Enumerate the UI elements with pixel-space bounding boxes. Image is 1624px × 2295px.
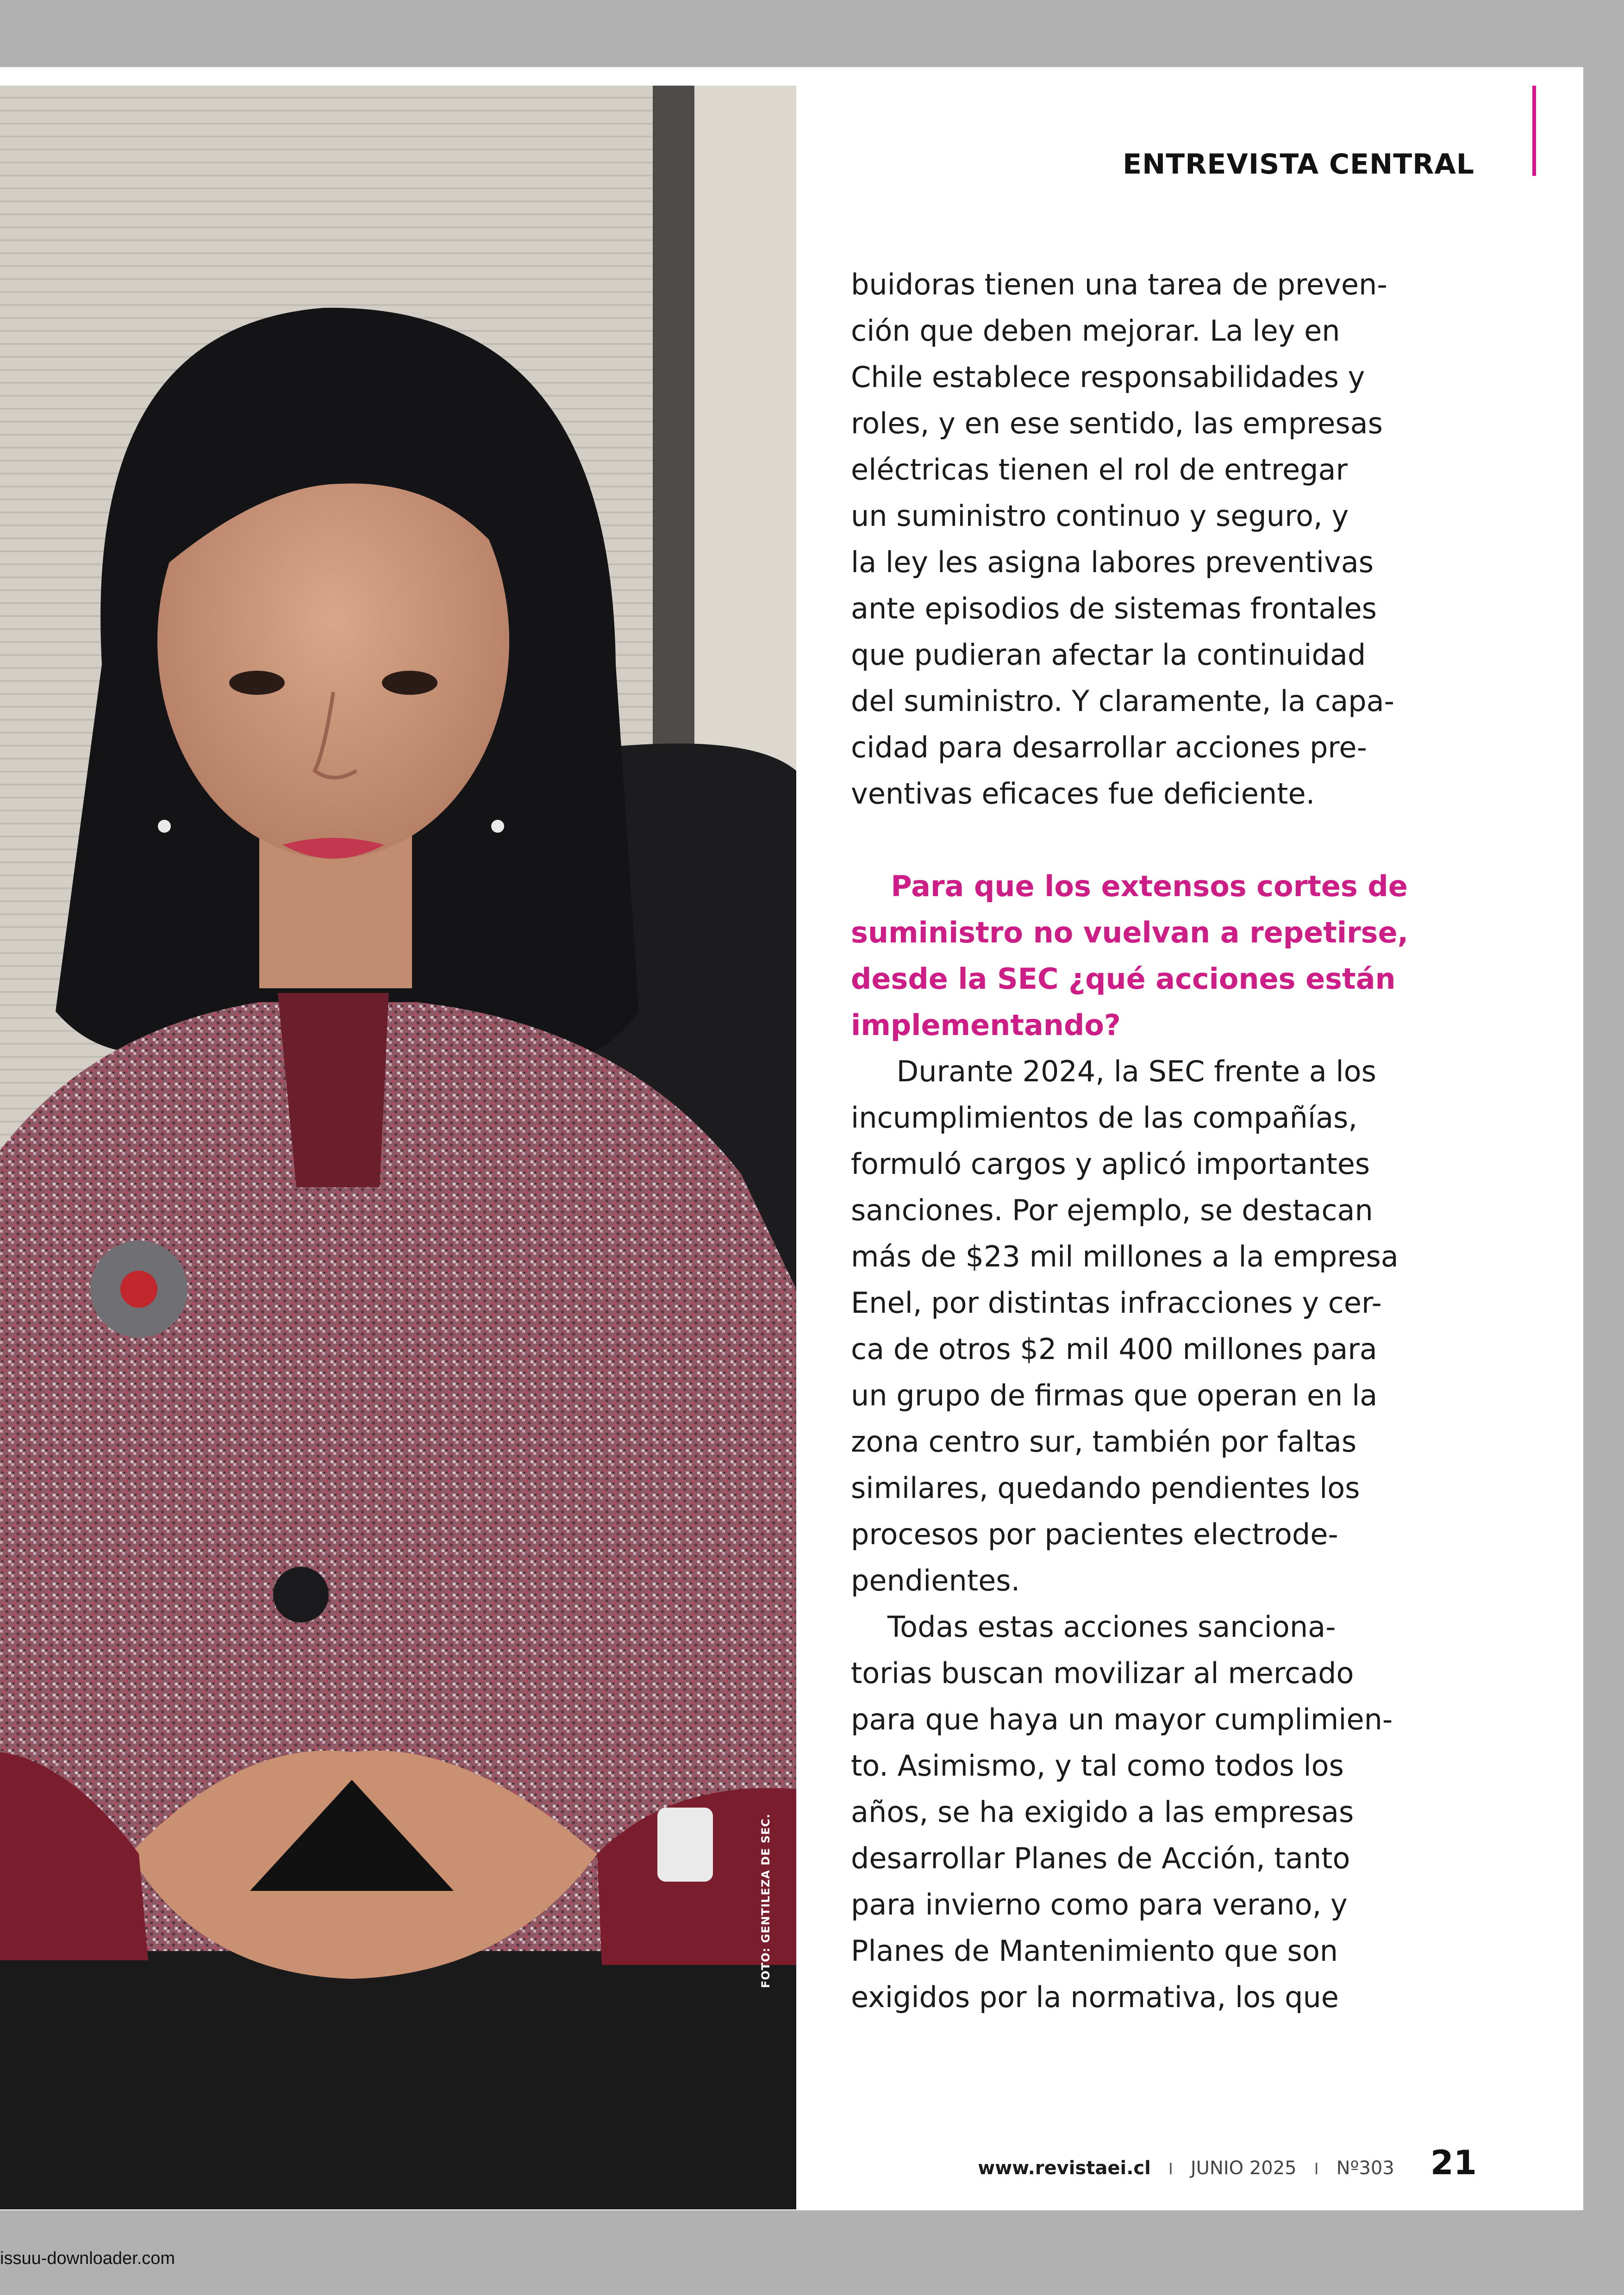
answer-paragraph-1: [851, 1048, 1485, 1604]
text-line: un suministro continuo y seguro, y: [851, 499, 1349, 533]
section-accent-bar: [1532, 86, 1536, 176]
answer-paragraph-2: [851, 1604, 1485, 2021]
question-line: Para que los extensos cortes de: [851, 869, 1408, 903]
downloader-watermark: issuu-downloader.com: [0, 2249, 175, 2268]
text-line: para invierno como para verano, y: [851, 1888, 1348, 1921]
magazine-page: [0, 67, 1583, 2210]
text-line: para que haya un mayor cumplimien-: [851, 1703, 1393, 1736]
text-line: torias buscan movilizar al mercado: [851, 1656, 1354, 1690]
text-line: exigidos por la normativa, los que: [851, 1980, 1339, 2014]
text-line: Todas estas acciones sanciona-: [851, 1610, 1336, 1644]
text-line: Chile establece responsabilidades y: [851, 360, 1365, 394]
text-line: Planes de Mantenimiento que son: [851, 1934, 1338, 1968]
text-line: Durante 2024, la SEC frente a los: [851, 1054, 1376, 1088]
text-line: ca de otros $2 mil 400 millones para: [851, 1332, 1377, 1366]
issue-date: JUNIO 2025: [1190, 2158, 1297, 2179]
footer-separator: I: [1168, 2160, 1173, 2178]
text-line: zona centro sur, también por faltas: [851, 1425, 1357, 1459]
question-line: implementando?: [851, 1008, 1121, 1042]
page-footer: [978, 2143, 1477, 2182]
text-line: ción que deben mejorar. La ley en: [851, 314, 1340, 348]
text-line: del suministro. Y claramente, la capa-: [851, 684, 1394, 718]
text-line: que pudieran afectar la continuidad: [851, 638, 1366, 672]
text-line: años, se ha exigido a las empresas: [851, 1795, 1354, 1829]
text-line: más de $23 mil millones a la empresa: [851, 1240, 1399, 1273]
text-line: ventivas eficaces fue deficiente.: [851, 777, 1315, 811]
photo-credit: FOTO: GENTILEZA DE SEC.: [759, 1813, 772, 1988]
issue-number: Nº303: [1336, 2158, 1394, 2179]
website-link[interactable]: www.revistaei.cl: [978, 2158, 1151, 2179]
text-line: sanciones. Por ejemplo, se destacan: [851, 1193, 1373, 1227]
text-line: pendientes.: [851, 1564, 1020, 1597]
text-line: to. Asimismo, y tal como todos los: [851, 1749, 1344, 1783]
text-line: un grupo de firmas que operan en la: [851, 1378, 1378, 1412]
portrait-illustration: [0, 86, 796, 2209]
intro-paragraph: [851, 262, 1485, 817]
page-number: 21: [1430, 2143, 1477, 2182]
text-line: la ley les asigna labores preventivas: [851, 545, 1374, 579]
text-line: Enel, por distintas infracciones y cer-: [851, 1286, 1382, 1320]
text-line: similares, quedando pendientes los: [851, 1471, 1360, 1505]
text-line: eléctricas tienen el rol de entregar: [851, 453, 1348, 486]
text-line: procesos por pacientes electrode-: [851, 1517, 1338, 1551]
text-line: formuló cargos y aplicó importantes: [851, 1147, 1370, 1181]
article-body: [851, 262, 1485, 2021]
interview-question: [851, 863, 1485, 1048]
text-line: cidad para desarrollar acciones pre-: [851, 730, 1367, 764]
text-line: roles, y en ese sentido, las empresas: [851, 406, 1383, 440]
section-title: ENTREVISTA CENTRAL: [1123, 148, 1474, 181]
text-line: buidoras tienen una tarea de preven-: [851, 268, 1387, 301]
question-line: desde la SEC ¿qué acciones están: [851, 962, 1396, 996]
footer-separator: I: [1314, 2160, 1319, 2178]
portrait-photo: [0, 86, 796, 2209]
text-line: ante episodios de sistemas frontales: [851, 592, 1377, 625]
text-line: desarrollar Planes de Acción, tanto: [851, 1841, 1350, 1875]
text-line: incumplimientos de las compañías,: [851, 1101, 1358, 1135]
question-line: suministro no vuelvan a repetirse,: [851, 916, 1409, 949]
